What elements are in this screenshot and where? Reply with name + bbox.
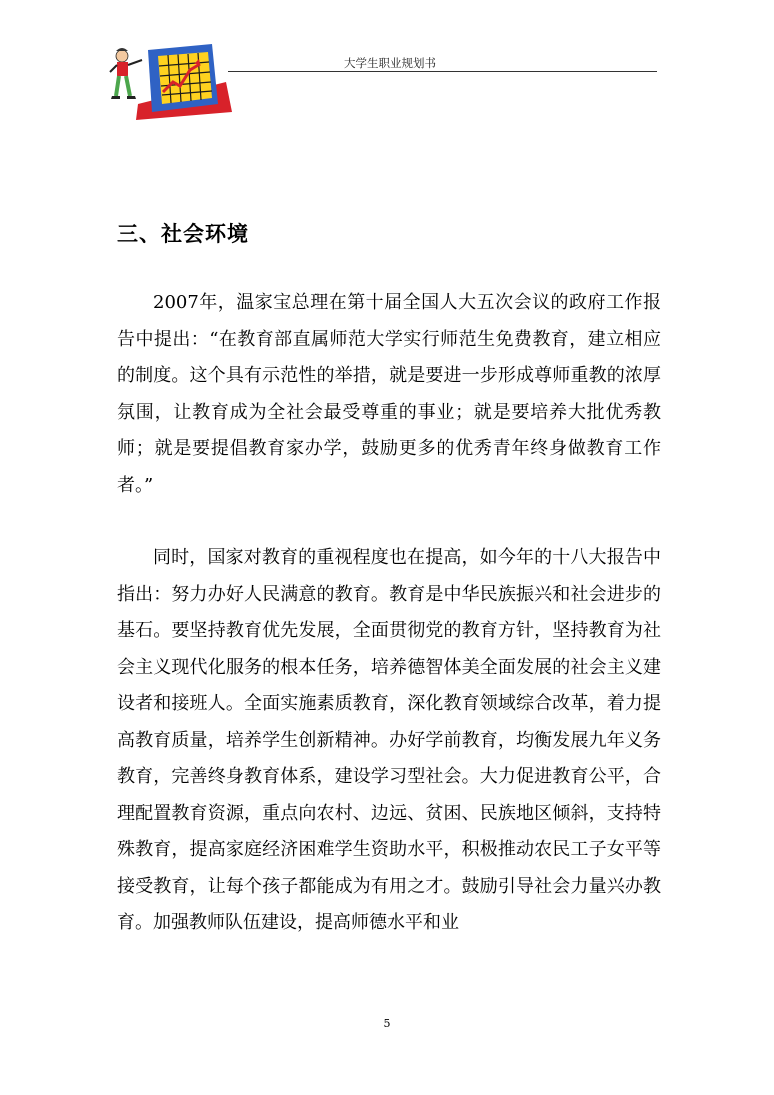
section-heading: 三、社会环境 [117, 222, 249, 246]
body-paragraph: 同时，国家对教育的重视程度也在提高，如今年的十八大报告中指出：努力办好人民满意的教育。教育是中华民族振兴和社会进步的基石。要坚持教育优先发展，全面贯彻党的教育方针，坚持教育为社会主义现代化服务的根本任务，培养德智体美全面发展的社会主义建设者和接班人。全面实施素质教育，深化教育领域综合改革，着力提高教育质量，培养学生创新精神。办好学前教育，均衡发展九年义务教育，完善终身教育体系，建设学习型社会。大力促进教育公平，合理配置教育资源，重点向农村、边远、贫困、民族地区倾斜，支持特殊教育，提高家庭经济困难学生资助水平，积极推动农民工子女平等接受教育，让每个孩子都能成为有用之才。鼓励引导社会力量兴办教育。加强教师队伍建设，提高师德水平和业 [117, 547, 661, 933]
page-number: 5 [383, 1017, 391, 1030]
body-paragraph: 2007年，温家宝总理在第十届全国人大五次会议的政府工作报告中提出：“在教育部直属师范大学实行师范生免费教育，建立相应的制度。这个具有示范性的举措，就是要进一步形成尊师重教的浓厚氛围，让教育成为全社会最受尊重的事业；就是要培养大批优秀教师；就是要提倡教育家办学，鼓励更多的优秀青年终身做教育工作者。” [117, 292, 661, 496]
header-title: 大学生职业规划书 [344, 56, 436, 70]
header-logo [108, 42, 233, 120]
growth-chart-logo-icon [108, 42, 233, 120]
header-divider [228, 71, 657, 72]
